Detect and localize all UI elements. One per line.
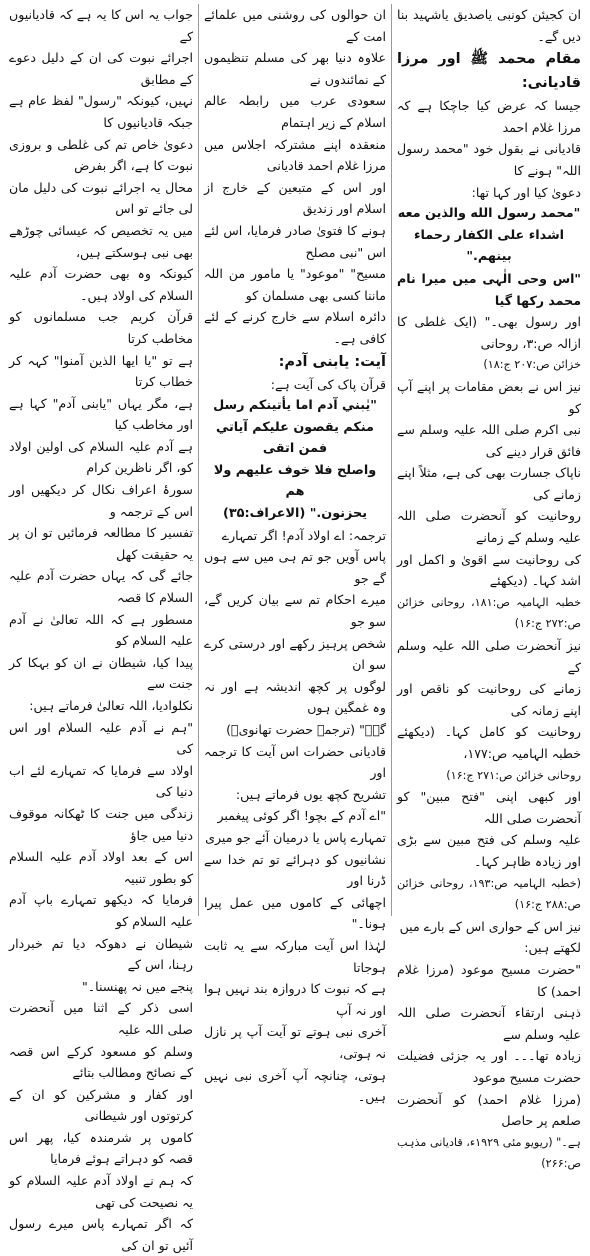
- text-line: ہونے کا فتویٰ صادر فرمایا، اس لئے اس "نبی مصلح: [204, 222, 386, 260]
- text-line: نبی اکرم صلی اللہ علیہ وسلم سے فائق قرار دینے کی: [397, 422, 581, 459]
- text-line: ان کجیئن کونبی یاصدیق یاشہید بنا دیں گے۔: [397, 7, 581, 44]
- text-line: شیطان نے دھوکہ دیا تم خبردار رہنا، اس کے: [9, 935, 193, 973]
- text-line: قرآن کریم جب مسلمانوں کو مخاطب کرتا: [9, 309, 193, 346]
- text-line: ہے آدم علیہ السلام کی اولین اولاد کو، اگر ناظرین کرام: [9, 438, 193, 476]
- text-line: لکھتے ہیں:: [524, 940, 581, 956]
- text-line: ہے تو "یا ایها الذین آمنوا" کہہ کر خطاب کرتا: [9, 352, 193, 390]
- text-line: شخص پرہیز رکھے اور درستی کرے سو ان: [204, 635, 386, 673]
- text-line: نکلوادیا، اللہ تعالیٰ فرماتے ہیں:: [29, 698, 193, 713]
- text-line: اور رسول بھی۔" (ایک غلطی کا ازالہ ص:۳، روحانی: [397, 314, 581, 351]
- text-line: میرے احکام تم سے بیان کریں گے، سو جو: [204, 592, 386, 630]
- text-line: واصلح فلا خوف عليهم ولا هم: [213, 462, 377, 500]
- text-line: مسطور ہے کہ اللہ تعالیٰ نے آدم علیہ السلام کو: [9, 611, 193, 649]
- text-line: "ہم نے آدم علیہ السلام اور اس کی: [9, 719, 193, 757]
- text-line: ہوتی، چنانچہ آپ آخری نبی نہیں ہیں۔: [204, 1067, 386, 1105]
- text-line: تفسیر کا مطالعہ فرمائیں تو ان پر یہ حقیقت کھل: [9, 525, 193, 562]
- text-line: سورۂ اعراف نکال کر دیکھیں اور اس کے ترجمہ و: [9, 482, 193, 519]
- text-line: يحزنون." (الاعراف:۳۵): [222, 506, 368, 522]
- text-line: "اس وحی الٰہی میں میرا نام محمد رکھا گیا: [397, 270, 581, 308]
- text-line: جیسا کہ عرض کیا جاچکا ہے کہ مرزا غلام احمد: [397, 98, 581, 135]
- text-line: اور اس کے متبعین کے خارج از اسلام اور زندیق: [204, 179, 386, 217]
- text-line: ان حوالوں کی روشنی میں علمائے امت کے: [204, 7, 386, 44]
- text-line: اجرائے نبوت کی ان کے دلیل دعوے کے مطابق: [9, 50, 193, 87]
- text-line: جواب یہ اس کا یہ ہے کہ قادیانیوں کے: [9, 7, 193, 44]
- text-line: کہ ہم نے اولاد آدم علیہ السلام کو یہ نصیحت کی تھی: [9, 1173, 193, 1210]
- text-line: زمانے کی روحانیت کو ناقص اور اپنے زمانہ کی: [397, 681, 581, 718]
- text-line: روحانی خزائن ص:۲۷۱ ج:۱۶): [446, 768, 581, 782]
- text-line: اس کے بعد اولاد آدم علیہ السلام کو بطور تنبیہ: [9, 849, 193, 886]
- text-line: "حضرت مسیح موعود (مرزا غلام احمد) کا: [397, 961, 581, 999]
- text-line: قادیانی نے بقول خود "محمد رسول اللہ" ہونے کا: [397, 141, 581, 178]
- text-line: زیادہ تھا۔۔۔ اور یہ جزئی فضیلت حضرت مسیح موعود: [397, 1048, 581, 1085]
- text-line: علیہ وسلم کی فتح مبین سے بڑی اور زیادہ ظاہر کہا۔: [397, 832, 581, 869]
- text-line: کی روحانیت سے اقویٰ و اکمل اور اشد کہا۔ (دیکھئے: [397, 551, 581, 589]
- text-line: گے۔" (ترجمہ حضرت تھانویؒ): [226, 722, 386, 737]
- text-line: کہ اگر تمہارے پاس میرے رسول آئیں تو ان کی: [9, 1216, 193, 1253]
- text-line: کیونکہ وہ بھی حضرت آدم علیہ السلام کی اولاد ہیں۔: [9, 266, 193, 303]
- text-line: ہے۔" (ریویو مئی ۱۹۲۹ء، قادیانی مذہب ص:۲۶۶): [397, 1135, 581, 1171]
- text-line: (مرزا غلام احمد) کو آنحضرت صلعم پر حاصل: [397, 1091, 581, 1129]
- text-line: لہٰذا اس آیت مبارکہ سے یہ ثابت ہوجاتا: [204, 937, 386, 975]
- column-middle: [198, 4, 392, 1105]
- text-line: فرمایا کہ دیکھو تمہارے باپ آدم علیہ السلام کو: [9, 892, 193, 929]
- text-line: اولاد سے فرمایا کہ تمہارے لئے اب دنیا کی: [9, 762, 193, 800]
- text-line: سعودی عرب میں رابطہ عالم اسلام کے زیر اہتمام: [204, 93, 386, 130]
- text-line: تشریح کچھ یوں فرماتے ہیں:: [235, 786, 386, 802]
- text-line: قادیانی حضرات اس آیت کا ترجمہ اور: [204, 743, 386, 781]
- text-line: روحانیت کو آنحضرت صلی اللہ علیہ وسلم کے زمانے: [397, 508, 581, 546]
- text-line: پنجے میں نہ پھنسنا۔": [82, 978, 193, 994]
- text-line: دائرہ اسلام سے خارج کرنے کے لئے کافی ہے۔: [204, 309, 386, 346]
- text-line: لوگوں پر کچھ اندیشہ ہے اور نہ وہ غمگین ہوں: [204, 678, 386, 716]
- text-line: اسی ذکر کے اثنا میں آنحضرت صلی اللہ علیہ: [9, 1000, 193, 1037]
- text-line: نشانیوں کو دہرائے تو تم خدا سے ڈرنا اور: [204, 851, 386, 889]
- section-heading: آیت: یابنی آدم:: [278, 353, 386, 370]
- text-line: زندگی میں جنت کا ٹھکانہ موقوف دنیا میں جاؤ: [9, 805, 193, 843]
- text-line: نیز اس کے حواری اس کے بارے میں: [399, 918, 581, 934]
- text-line: میں یہ تخصیص کہ عیسائی چوڑھے بھی نبی ہوسکتے ہیں،: [9, 222, 193, 260]
- text-line: نیز اس نے بعض مقامات پر اپنے آپ کو: [397, 378, 581, 416]
- text-line: محال یہ اجرائے نبوت کی دلیل مان لی جائے تو اس: [9, 179, 193, 217]
- text-line: منكم يقصون عليكم آياتي فمن اتقى: [216, 419, 374, 457]
- text-line: "اے آدم کے بچو! اگر کوئی پیغمبر: [217, 808, 386, 824]
- text-line: پاس آویں جو تم ہی میں سے ہوں گے جو: [204, 549, 386, 586]
- column-left: [4, 4, 198, 1253]
- text-line: علاوہ دنیا بھر کی مسلم تنظیموں کے نمائندوں نے: [204, 50, 386, 87]
- text-line: خطبہ الہامیہ ص:۱۸۱، روحانی خزائن ص:۲۷۲ ج:۱۶): [397, 595, 581, 631]
- text-line: "يٰبني آدم اما يأتينكم رسل: [213, 398, 377, 414]
- text-line: قرآن پاک کی آیت ہے:: [270, 376, 386, 392]
- text-line: ہے، مگر یہاں "یابنی آدم" کہا ہے اور مخاطب کیا: [9, 395, 193, 433]
- text-line: پیدا کیا، شیطان نے ان کو بہکا کر جنت سے: [9, 654, 193, 692]
- text-line: دعویٰ خاص تم کی غلطی و بروزی نبوت کا ہے، اگر بفرض: [9, 136, 193, 174]
- text-line: اور کبھی اپنی "فتح مبین" کو آنحضرت صلی اللہ: [397, 789, 581, 826]
- text-line: (خطبہ الہامیہ ص:۱۹۳، روحانی خزائن ص:۲۸۸ ج:۱۶): [397, 876, 582, 912]
- text-line: خزائن ص:۲۰۷ ج:۱۸): [483, 358, 581, 372]
- text-line: آخری نبی ہوتے تو آیت آپ پر نازل نہ ہوتی،: [204, 1024, 386, 1061]
- text-line: جائے گی کہ یہاں حضرت آدم علیہ السلام کا قصہ: [9, 568, 193, 606]
- text-line: ناپاک جسارت بھی کی ہے، مثلاً اپنے زمانے کی: [397, 465, 581, 502]
- text-line: ترجمہ: اے اولاد آدم! اگر تمہارے: [221, 527, 386, 543]
- text-line: نیز آنحضرت صلی اللہ علیہ وسلم کے: [397, 638, 581, 675]
- text-line: اور کفار و مشرکین کو ان کے کرتوتوں اور شیطانی: [9, 1086, 193, 1124]
- document-page: [4, 4, 586, 1253]
- text-line: مسیح" "موعود" یا مامور من اللہ ماننا کسی بھی مسلمان کو: [204, 266, 386, 303]
- text-line: نہیں، کیونکہ "رسول" لفظ عام ہے جبکہ قادیانیوں کا: [9, 93, 193, 130]
- text-line: اچھائی کے کاموں میں عمل پیرا ہونا۔": [204, 894, 386, 932]
- section-heading: مقام محمد ﷺ اور مرزا قادیانی:: [397, 51, 581, 92]
- text-line: وسلم کو مسعود کرکے اس قصہ کے نصائح ومطالب بتائے: [9, 1043, 193, 1081]
- text-line: "محمد رسول الله والذين معه: [397, 206, 581, 222]
- text-line: ہے کہ نبوت کا دروازہ بند نہیں ہوا اور نہ آپ: [204, 981, 386, 1018]
- text-line: دعویٰ کیا اور کہا تھا:: [471, 184, 581, 200]
- text-line: منعقدہ اپنے مشترکہ اجلاس میں مرزا غلام احمد قادیانی: [204, 136, 386, 174]
- text-line: روحانیت کو کامل کہا۔ (دیکھئے خطبہ الہامیہ ص:۱۷۷،: [397, 724, 581, 761]
- column-right: [392, 4, 586, 1171]
- text-line: تمہارے پاس یا درمیان آئے جو میری: [205, 829, 386, 845]
- text-line: اشداء على الكفار رحماء بينهم.": [413, 227, 565, 265]
- text-line: ذہنی ارتقاء آنحضرت صلی اللہ علیہ وسلم سے: [397, 1005, 581, 1042]
- text-line: کاموں پر شرمندہ کیا، پھر اس قصہ کو دہراتے ہوئے فرمایا: [9, 1129, 193, 1167]
